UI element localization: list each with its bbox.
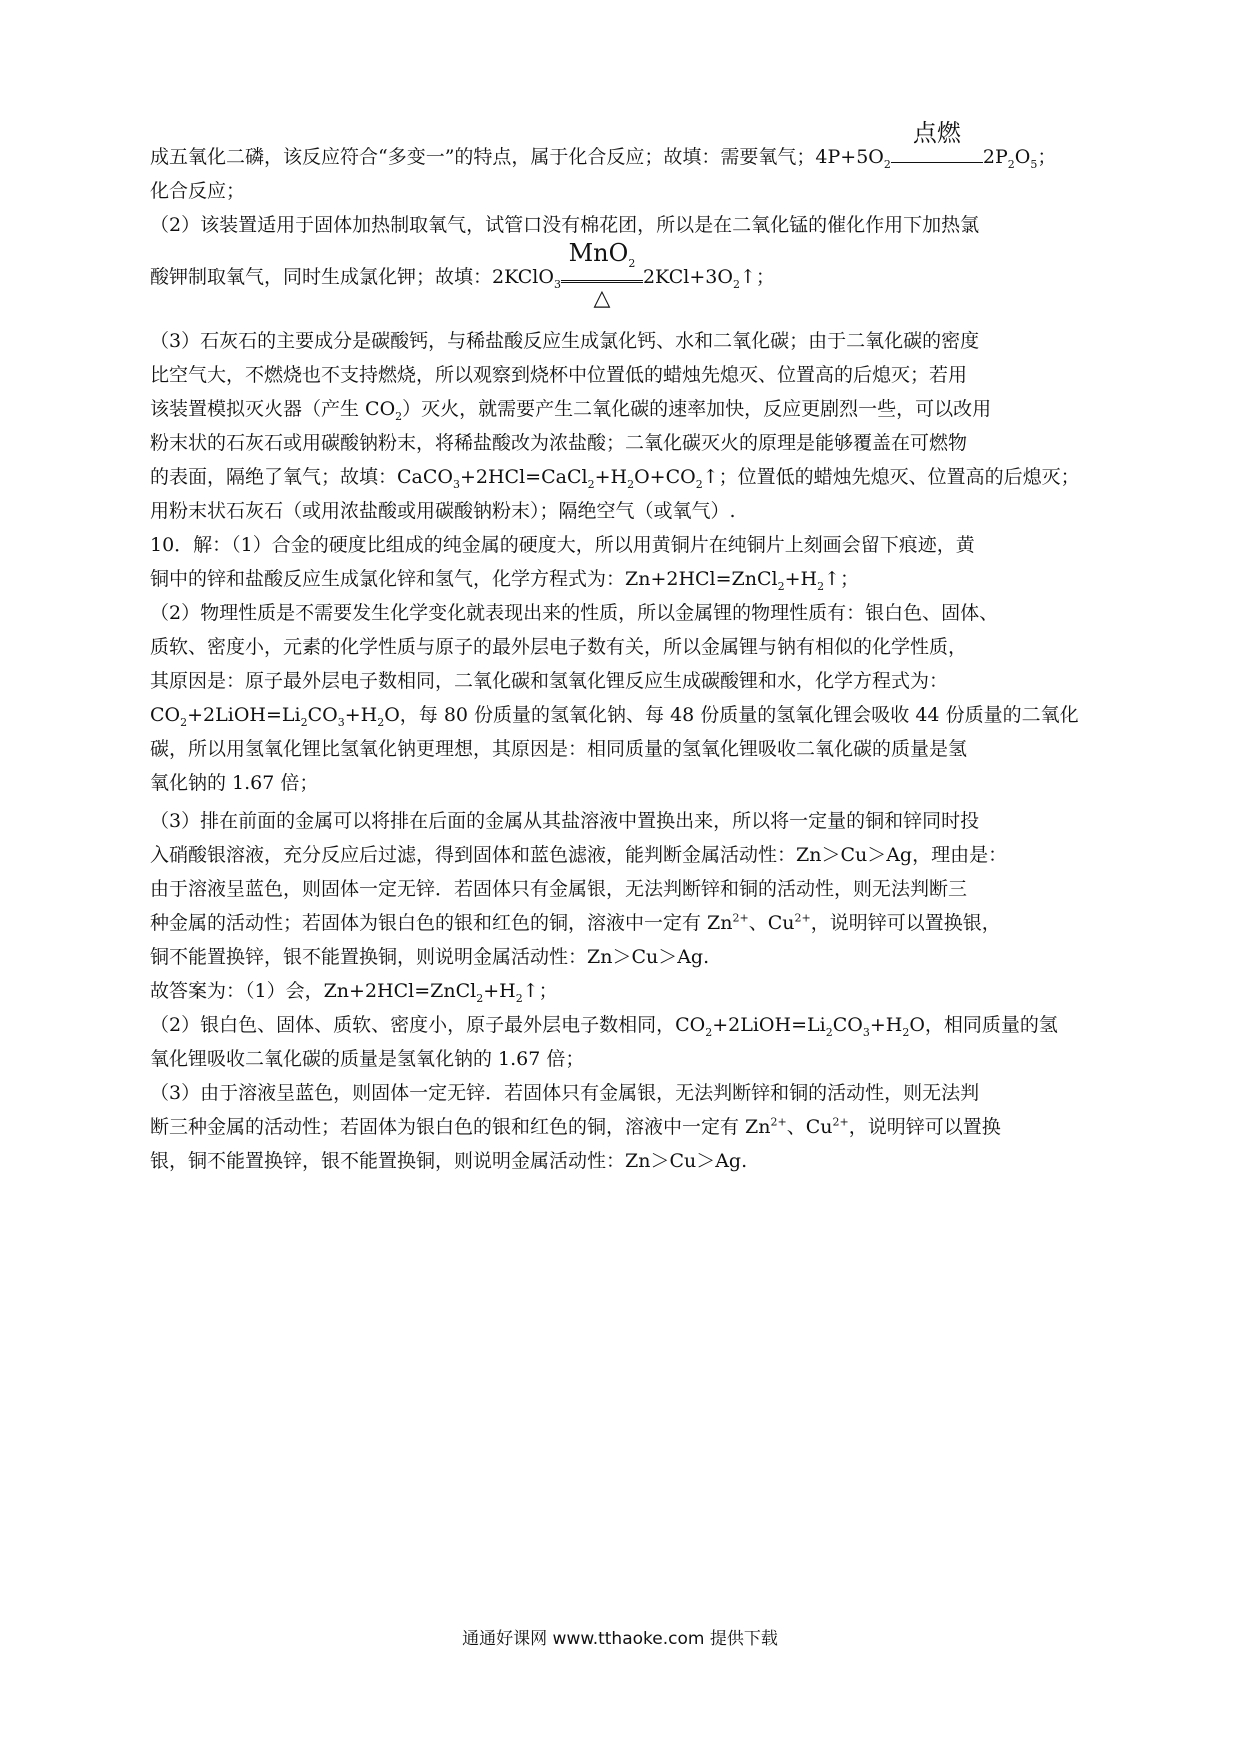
text-line: （2）物理性质是不需要发生化学变化就表现出来的性质，所以金属锂的物理性质有：银白色、固体、 xyxy=(150,602,999,624)
text-line: 酸钾制取氧气，同时生成氯化钾；故填：2KClO$_3$ MnO$_2$ △ $2KCl+3O_2↑$； xyxy=(150,239,775,311)
text-line: 铜不能置换锌，银不能置换铜，则说明金属活动性：Zn＞Cu＞Ag. xyxy=(150,946,710,968)
text-line: （3）石灰石的主要成分是碳酸钙，与稀盐酸反应生成氯化钙、水和二氧化碳；由于二氧化碳的密度 xyxy=(150,330,980,352)
page-footer: 通通好课网 www.tthaoke.com 提供下载 xyxy=(462,1629,778,1649)
text-line: 种金属的活动性；若固体为银白色的银和红色的铜，溶液中一定有 $Zn^{2+}$、$Cu^{2+}$，说明锌可以置换银， xyxy=(150,911,1001,934)
reaction-condition-ignite: 点燃 xyxy=(891,146,983,168)
text-line: 其原因是：原子最外层电子数相同，二氧化碳和氢氧化锂反应生成碳酸锂和水，化学方程式为： xyxy=(150,670,949,692)
text-line: 该装置模拟灭火器（产生 $CO_2$）灭火，就需要产生二氧化碳的速率加快，反应更剧烈一些，可以改用 xyxy=(150,398,992,423)
text-line: 粉末状的石灰石或用碳酸钠粉末，将稀盐酸改为浓盐酸；二氧化碳灭火的原理是能够覆盖在可燃物 xyxy=(150,432,968,454)
text-line: 入硝酸银溶液，充分反应后过滤，得到固体和蓝色滤液，能判断金属活动性：Zn＞Cu＞Ag，理由是： xyxy=(150,844,1008,866)
text-line: 10．解：（1）合金的硬度比组成的纯金属的硬度大，所以用黄铜片在纯铜片上刻画会留下痕迹，黄 xyxy=(150,534,975,556)
text-line: 成五氧化二磷，该反应符合“多变一”的特点，属于化合反应；故填：需要氧气；$4P+5O_2$ 点燃 $2P_2O_5$； xyxy=(150,119,1057,171)
text-line: 由于溶液呈蓝色，则固体一定无锌．若固体只有金属银，无法判断锌和铜的活动性，则无法判断三 xyxy=(150,878,968,900)
document-body xyxy=(150,119,1095,1184)
text-line: 比空气大，不燃烧也不支持燃烧，所以观察到烧杯中位置低的蜡烛先熄灭、位置高的后熄灭；若用 xyxy=(150,364,968,386)
text-line: $CO_2+2LiOH=Li_2CO_3+H_2O$，每 80 份质量的氢氧化钠、每 48 份质量的氢氧化锂会吸收 44 份质量的二氧化 xyxy=(150,704,1079,729)
text-line: 氧化锂吸收二氧化碳的质量是氢氧化钠的 1.67 倍； xyxy=(150,1048,585,1070)
text-line: （3）排在前面的金属可以将排在后面的金属从其盐溶液中置换出来，所以将一定量的铜和锌同时投 xyxy=(150,810,980,832)
text-line: 断三种金属的活动性；若固体为银白色的银和红色的铜，溶液中一定有 $Zn^{2+}$、$Cu^{2+}$，说明锌可以置换 xyxy=(150,1115,1001,1138)
text-line: 铜中的锌和盐酸反应生成氯化锌和氢气，化学方程式为：$Zn+2HCl=ZnCl_2+H_2↑$； xyxy=(150,568,860,593)
text-line: 用粉末状石灰石（或用浓盐酸或用碳酸钠粉末）；隔绝空气（或氧气）. xyxy=(150,500,736,522)
text-line: 氧化钠的 1.67 倍； xyxy=(150,772,319,794)
text-line: 故答案为：（1）会，$Zn+2HCl=ZnCl_2+H_2↑$； xyxy=(150,980,558,1005)
text-line: 质软、密度小，元素的化学性质与原子的最外层电子数有关，所以金属锂与钠有相似的化学性质， xyxy=(150,636,968,658)
reaction-condition-mno2-heat: MnO$_2$ △ xyxy=(561,266,643,288)
text-line: 的表面，隔绝了氧气；故填：$CaCO_3+2HCl=CaCl_2+H_2O+CO_2↑$；位置低的蜡烛先熄灭、位置高的后熄灭； xyxy=(150,466,1080,491)
text-line: （2）银白色、固体、质软、密度小，原子最外层电子数相同，$CO_2+2LiOH=Li_2CO_3+H_2O$，相同质量的氢 xyxy=(150,1014,1058,1039)
text-line: （2）该装置适用于固体加热制取氧气，试管口没有棉花团，所以是在二氧化锰的催化作用下加热氯 xyxy=(150,214,980,236)
text-line: 碳，所以用氢氧化锂比氢氧化钠更理想，其原因是：相同质量的氢氧化锂吸收二氧化碳的质量是氢 xyxy=(150,738,968,760)
text-line: 银，铜不能置换锌，银不能置换铜，则说明金属活动性：Zn＞Cu＞Ag. xyxy=(150,1150,748,1172)
text-line: （3）由于溶液呈蓝色，则固体一定无锌．若固体只有金属银，无法判断锌和铜的活动性，则无法判 xyxy=(150,1082,980,1104)
text-line: 化合反应； xyxy=(150,180,246,202)
